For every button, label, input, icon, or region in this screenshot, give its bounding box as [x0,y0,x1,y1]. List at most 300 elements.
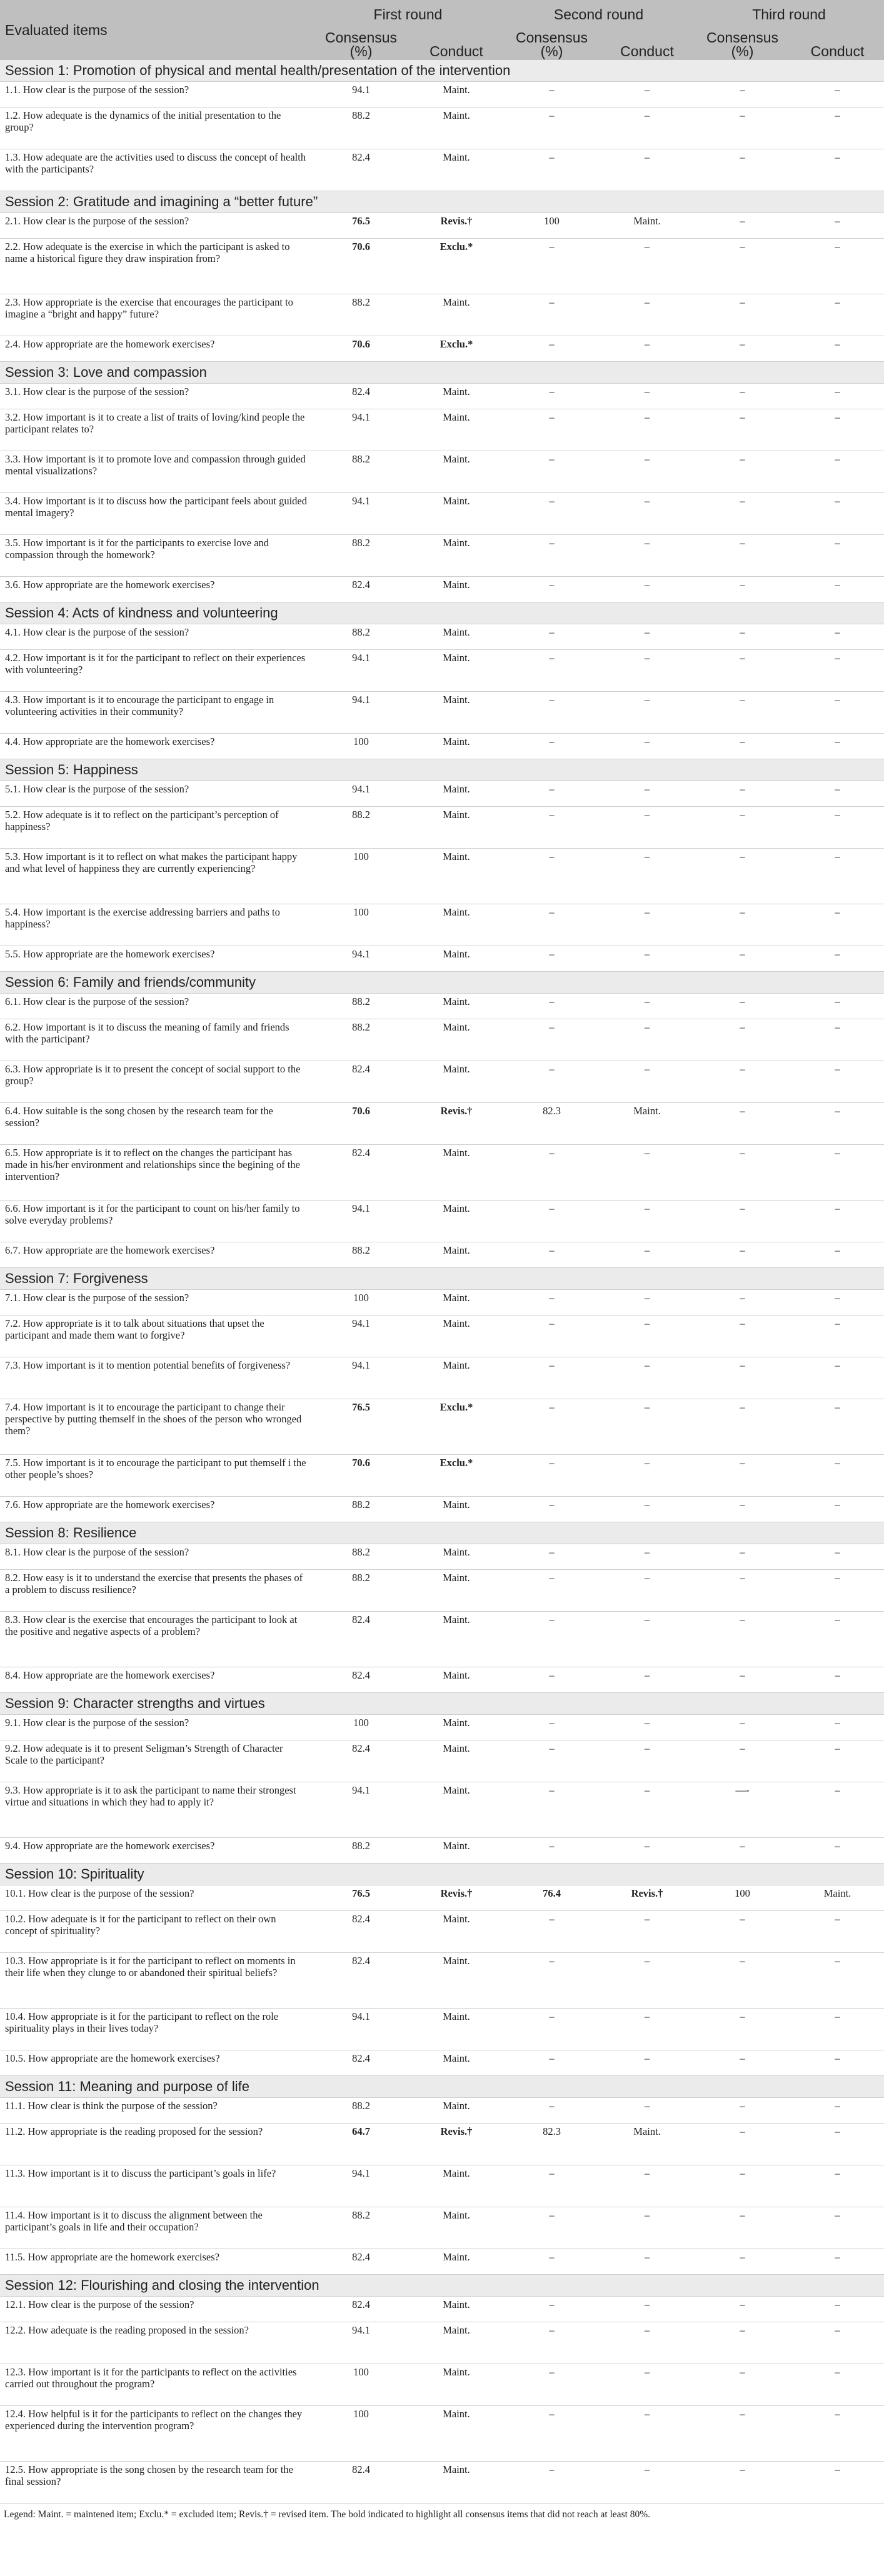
consensus-r2: – [503,1612,600,1667]
conduct-r2: – [600,1544,694,1570]
item-question: 6.6. How important is it for the participant to count on his/her family to solve everyday problems? [0,1201,313,1242]
item-question: 6.4. How suitable is the song chosen by the research team for the session? [0,1103,313,1145]
consensus-r2: – [503,2364,600,2406]
conduct-r2: – [600,692,694,734]
consensus-r1: 88.2 [313,1497,409,1522]
header-first-round: First round [313,0,503,29]
header-evaluated-items: Evaluated items [0,0,313,60]
consensus-r1: 88.2 [313,535,409,577]
item-question: 4.3. How important is it to encourage the participant to engage in volunteering activities in their community? [0,692,313,734]
item-question: 1.1. How clear is the purpose of the session? [0,82,313,107]
item-question: 12.1. How clear is the purpose of the session? [0,2297,313,2322]
consensus-r1: 70.6 [313,336,409,362]
consensus-r1: 88.2 [313,624,409,650]
consensus-r3: – [694,2207,791,2249]
conduct-r3: – [791,1103,884,1145]
consensus-r2: – [503,2050,600,2076]
consensus-r3: – [694,904,791,946]
consensus-r3: – [694,2050,791,2076]
consensus-r3: – [694,1357,791,1399]
conduct-r3: – [791,1242,884,1268]
consensus-r2: – [503,107,600,149]
consensus-r3: – [694,1019,791,1061]
consensus-r2: – [503,624,600,650]
session-header-row [0,972,884,994]
consensus-r1: 88.2 [313,107,409,149]
conduct-r2: – [600,904,694,946]
table-row [0,781,884,807]
consensus-r2: – [503,2406,600,2462]
table-row [0,1103,884,1145]
conduct-r3: – [791,1290,884,1315]
header-conduct-2: Conduct [600,29,694,60]
consensus-r3: – [694,82,791,107]
consensus-r1: 94.1 [313,1315,409,1357]
conduct-r2: – [600,493,694,535]
conduct-r2: – [600,1570,694,1612]
item-question: 2.1. How clear is the purpose of the session? [0,213,313,239]
table-row [0,1953,884,2009]
consensus-r1: 82.4 [313,1667,409,1693]
consensus-r2: – [503,577,600,602]
item-question: 12.5. How appropriate is the song chosen by the research team for the final session? [0,2462,313,2504]
consensus-r3: – [694,2098,791,2124]
item-question: 12.3. How important is it for the participants to reflect on the activities carried out throughout the program? [0,2364,313,2406]
consensus-r1: 82.4 [313,1740,409,1782]
item-question: 5.4. How important is the exercise addressing barriers and paths to happiness? [0,904,313,946]
conduct-r3: – [791,1953,884,2009]
conduct-r2: – [600,849,694,904]
consensus-r1: 88.2 [313,1019,409,1061]
consensus-r1: 100 [313,2364,409,2406]
session-title: Session 1: Promotion of physical and mental health/presentation of the intervention [0,60,884,82]
conduct-r2: – [600,1399,694,1455]
item-question: 2.4. How appropriate are the homework exercises? [0,336,313,362]
session-title: Session 2: Gratitude and imagining a “better future” [0,191,884,213]
table-row [0,1315,884,1357]
conduct-r3: – [791,1357,884,1399]
conduct-r3: – [791,1201,884,1242]
conduct-r2: – [600,2165,694,2207]
consensus-r2: 76.4 [503,1885,600,1911]
conduct-r3: – [791,2009,884,2050]
consensus-r1: 88.2 [313,451,409,493]
consensus-r3: – [694,734,791,759]
conduct-r3: – [791,734,884,759]
consensus-r1: 88.2 [313,2207,409,2249]
consensus-r3: – [694,807,791,849]
table-row [0,1357,884,1399]
consensus-r3: – [694,1612,791,1667]
conduct-r3: – [791,2249,884,2275]
consensus-r1: 100 [313,734,409,759]
item-question: 6.5. How appropriate is it to reflect on the changes the participant has made in his/her environment and relationships since the begining of the intervention? [0,1145,313,1201]
consensus-r3: 100 [694,1885,791,1911]
consensus-r1: 94.1 [313,409,409,451]
conduct-r2: – [600,1612,694,1667]
conduct-r2: – [600,1782,694,1838]
conduct-r1: Maint. [409,904,503,946]
consensus-r2: – [503,692,600,734]
conduct-r1: Maint. [409,451,503,493]
table-row [0,904,884,946]
conduct-r2: – [600,624,694,650]
item-question: 11.2. How appropriate is the reading proposed for the session? [0,2124,313,2165]
item-question: 3.4. How important is it to discuss how the participant feels about guided mental imagery? [0,493,313,535]
conduct-r1: Maint. [409,1667,503,1693]
consensus-r2: 100 [503,213,600,239]
consensus-r1: 88.2 [313,1838,409,1864]
table-row [0,213,884,239]
conduct-r3: – [791,1399,884,1455]
table-row [0,1740,884,1782]
consensus-r3: – [694,451,791,493]
session-title: Session 6: Family and friends/community [0,972,884,994]
conduct-r2: – [600,994,694,1019]
consensus-r3: – [694,535,791,577]
conduct-r3: – [791,294,884,336]
consensus-r2: – [503,1145,600,1201]
session-header-row [0,2275,884,2297]
conduct-r1: Maint. [409,2249,503,2275]
table-body [0,60,884,2504]
conduct-r1: Maint. [409,1145,503,1201]
consensus-r3: – [694,2322,791,2364]
consensus-r1: 82.4 [313,2462,409,2504]
table-legend: Legend: Maint. = maintened item; Exclu.* = excluded item; Revis.† = revised item. The bold indicated to highlight all consensus items that did not reach at least 80%. [4,2509,651,2520]
consensus-r3: – [694,1242,791,1268]
consensus-r2: – [503,994,600,1019]
header-consensus-1: Consensus (%) [313,29,409,60]
conduct-r1: Maint. [409,384,503,409]
consensus-r1: 94.1 [313,650,409,692]
consensus-r2: – [503,1715,600,1740]
conduct-r1: Maint. [409,1290,503,1315]
conduct-r1: Maint. [409,1953,503,2009]
consensus-r3: – [694,1399,791,1455]
consensus-r2: – [503,1911,600,1953]
consensus-r2: – [503,1019,600,1061]
conduct-r1: Exclu.* [409,239,503,294]
consensus-r1: 88.2 [313,1544,409,1570]
table-row [0,107,884,149]
conduct-r3: – [791,2364,884,2406]
table-row [0,2207,884,2249]
item-question: 7.1. How clear is the purpose of the session? [0,1290,313,1315]
consensus-r3: – [694,336,791,362]
table-row [0,2124,884,2165]
consensus-r3: – [694,1290,791,1315]
conduct-r2: – [600,1315,694,1357]
conduct-r1: Maint. [409,734,503,759]
item-question: 3.5. How important is it for the participants to exercise love and compassion through the homework? [0,535,313,577]
conduct-r1: Maint. [409,2364,503,2406]
consensus-r3: – [694,849,791,904]
table-row [0,535,884,577]
item-question: 11.1. How clear is think the purpose of the session? [0,2098,313,2124]
consensus-r3: – [694,2249,791,2275]
item-question: 6.2. How important is it to discuss the meaning of family and friends with the participant? [0,1019,313,1061]
conduct-r1: Maint. [409,1201,503,1242]
consensus-r3: – [694,107,791,149]
item-question: 8.1. How clear is the purpose of the session? [0,1544,313,1570]
table-row [0,1019,884,1061]
conduct-r3: – [791,1455,884,1497]
consensus-r3: – [694,650,791,692]
consensus-r2: – [503,409,600,451]
conduct-r3: – [791,807,884,849]
consensus-r1: 82.4 [313,1061,409,1103]
consensus-r2: – [503,451,600,493]
session-title: Session 7: Forgiveness [0,1268,884,1290]
consensus-r1: 82.4 [313,577,409,602]
consensus-r1: 94.1 [313,692,409,734]
consensus-r2: – [503,2322,600,2364]
consensus-r3: – [694,384,791,409]
conduct-r3: – [791,946,884,972]
conduct-r2: – [600,2462,694,2504]
table-row [0,692,884,734]
conduct-r2: Revis.† [600,1885,694,1911]
conduct-r3: – [791,213,884,239]
session-title: Session 10: Spirituality [0,1864,884,1885]
conduct-r2: – [600,1242,694,1268]
consensus-r2: – [503,1740,600,1782]
consensus-r1: 82.4 [313,149,409,191]
consensus-r2: – [503,294,600,336]
conduct-r2: – [600,946,694,972]
consensus-r3: – [694,946,791,972]
conduct-r3: – [791,2462,884,2504]
conduct-r3: – [791,2322,884,2364]
consensus-r2: – [503,2098,600,2124]
item-question: 10.3. How appropriate is it for the participant to reflect on moments in their life when they clunge to or abandoned their spiritual beliefs? [0,1953,313,2009]
consensus-r2: 82.3 [503,2124,600,2165]
consensus-r3: – [694,577,791,602]
table-row [0,1242,884,1268]
conduct-r1: Maint. [409,781,503,807]
conduct-r3: – [791,577,884,602]
conduct-r3: – [791,451,884,493]
item-question: 10.2. How adequate is it for the participant to reflect on their own concept of spirituality? [0,1911,313,1953]
conduct-r2: – [600,384,694,409]
consensus-r2: – [503,1782,600,1838]
consensus-r2: – [503,1201,600,1242]
consensus-r1: 100 [313,1715,409,1740]
conduct-r2: – [600,2050,694,2076]
conduct-r3: – [791,994,884,1019]
conduct-r1: Maint. [409,2406,503,2462]
conduct-r3: – [791,2124,884,2165]
consensus-r2: – [503,239,600,294]
consensus-r3: – [694,1953,791,2009]
consensus-r3: – [694,1570,791,1612]
conduct-r2: – [600,1715,694,1740]
item-question: 7.6. How appropriate are the homework exercises? [0,1497,313,1522]
conduct-r3: – [791,336,884,362]
conduct-r3: – [791,1145,884,1201]
item-question: 1.2. How adequate is the dynamics of the initial presentation to the group? [0,107,313,149]
conduct-r3: – [791,849,884,904]
conduct-r3: – [791,624,884,650]
conduct-r2: Maint. [600,213,694,239]
consensus-r1: 82.4 [313,1145,409,1201]
conduct-r3: – [791,1838,884,1864]
conduct-r1: Maint. [409,1357,503,1399]
table-row [0,2406,884,2462]
conduct-r1: Maint. [409,2207,503,2249]
conduct-r3: – [791,2165,884,2207]
item-question: 7.3. How important is it to mention potential benefits of forgiveness? [0,1357,313,1399]
consensus-r2: – [503,1497,600,1522]
consensus-r2: – [503,2249,600,2275]
conduct-r3: – [791,409,884,451]
conduct-r3: – [791,2207,884,2249]
consensus-r1: 94.1 [313,1782,409,1838]
conduct-r2: – [600,1290,694,1315]
consensus-r3: – [694,624,791,650]
consensus-r1: 94.1 [313,2009,409,2050]
consensus-r3: – [694,1667,791,1693]
conduct-r3: – [791,384,884,409]
consensus-r3: – [694,493,791,535]
consensus-r1: 64.7 [313,2124,409,2165]
consensus-r2: – [503,1061,600,1103]
consensus-r1: 82.4 [313,1612,409,1667]
table-row [0,1782,884,1838]
header-consensus-3: Consensus (%) [694,29,791,60]
consensus-r1: 82.4 [313,1953,409,2009]
conduct-r1: Revis.† [409,213,503,239]
conduct-r2: – [600,781,694,807]
session-header-row [0,602,884,624]
item-question: 3.2. How important is it to create a list of traits of loving/kind people the participant relates to? [0,409,313,451]
header-second-round: Second round [503,0,694,29]
consensus-r2: – [503,1570,600,1612]
consensus-r1: 100 [313,849,409,904]
session-title: Session 5: Happiness [0,759,884,781]
table-row [0,650,884,692]
conduct-r2: – [600,577,694,602]
consensus-r3: – [694,1455,791,1497]
conduct-r1: Revis.† [409,1885,503,1911]
conduct-r1: Maint. [409,1061,503,1103]
table-row [0,1290,884,1315]
consensus-r2: – [503,1290,600,1315]
table-row [0,2098,884,2124]
consensus-r3: – [694,2165,791,2207]
session-header-row [0,2076,884,2098]
conduct-r2: – [600,409,694,451]
item-question: 3.6. How appropriate are the homework exercises? [0,577,313,602]
table-row [0,2249,884,2275]
conduct-r2: – [600,1911,694,1953]
conduct-r1: Maint. [409,493,503,535]
table-row [0,1885,884,1911]
conduct-r2: – [600,2249,694,2275]
consensus-r2: – [503,1357,600,1399]
consensus-r1: 76.5 [313,213,409,239]
conduct-r2: – [600,2364,694,2406]
session-header-row [0,1864,884,1885]
item-question: 6.3. How appropriate is it to present the concept of social support to the group? [0,1061,313,1103]
table-row [0,493,884,535]
conduct-r1: Maint. [409,994,503,1019]
consensus-r3: – [694,692,791,734]
session-title: Session 12: Flourishing and closing the intervention [0,2275,884,2297]
item-question: 11.5. How appropriate are the homework exercises? [0,2249,313,2275]
consensus-r2: – [503,946,600,972]
conduct-r3: – [791,149,884,191]
session-title: Session 4: Acts of kindness and volunteering [0,602,884,624]
consensus-r1: 88.2 [313,994,409,1019]
table-row [0,849,884,904]
table-row [0,384,884,409]
item-question: 10.4. How appropriate is it for the participant to reflect on the role spirituality plays in their lives today? [0,2009,313,2050]
conduct-r3: – [791,1667,884,1693]
consensus-r1: 76.5 [313,1885,409,1911]
conduct-r3: – [791,1315,884,1357]
table-row [0,2297,884,2322]
consensus-r2: – [503,734,600,759]
consensus-r2: – [503,807,600,849]
conduct-r2: Maint. [600,1103,694,1145]
table-row [0,1061,884,1103]
consensus-r2: – [503,2165,600,2207]
table-row [0,82,884,107]
consensus-r1: 88.2 [313,294,409,336]
item-question: 10.5. How appropriate are the homework exercises? [0,2050,313,2076]
table-row [0,336,884,362]
consensus-r1: 70.6 [313,239,409,294]
consensus-r3: – [694,1715,791,1740]
conduct-r3: – [791,1544,884,1570]
conduct-r3: – [791,493,884,535]
table-row [0,149,884,191]
consensus-r2: – [503,1667,600,1693]
consensus-r1: 94.1 [313,946,409,972]
table-row [0,2050,884,2076]
consensus-r1: 94.1 [313,1357,409,1399]
conduct-r2: – [600,1019,694,1061]
conduct-r2: – [600,239,694,294]
consensus-r1: 88.2 [313,1242,409,1268]
item-question: 7.2. How appropriate is it to talk about situations that upset the participant and made them want to forgive? [0,1315,313,1357]
consensus-r2: – [503,2207,600,2249]
table-row [0,994,884,1019]
conduct-r2: – [600,1061,694,1103]
consensus-r1: 94.1 [313,781,409,807]
conduct-r3: – [791,107,884,149]
consensus-r2: – [503,1315,600,1357]
table-row [0,1612,884,1667]
item-question: 5.1. How clear is the purpose of the session? [0,781,313,807]
conduct-r2: – [600,1145,694,1201]
consensus-r1: 100 [313,904,409,946]
conduct-r1: Maint. [409,1497,503,1522]
table-row [0,2009,884,2050]
consensus-r3: – [694,2009,791,2050]
table-row [0,624,884,650]
conduct-r2: – [600,1740,694,1782]
conduct-r1: Maint. [409,577,503,602]
item-question: 4.4. How appropriate are the homework exercises? [0,734,313,759]
table-row [0,451,884,493]
consensus-r2: – [503,149,600,191]
conduct-r1: Maint. [409,1570,503,1612]
item-question: 1.3. How adequate are the activities used to discuss the concept of health with the participants? [0,149,313,191]
consensus-r2: – [503,1544,600,1570]
